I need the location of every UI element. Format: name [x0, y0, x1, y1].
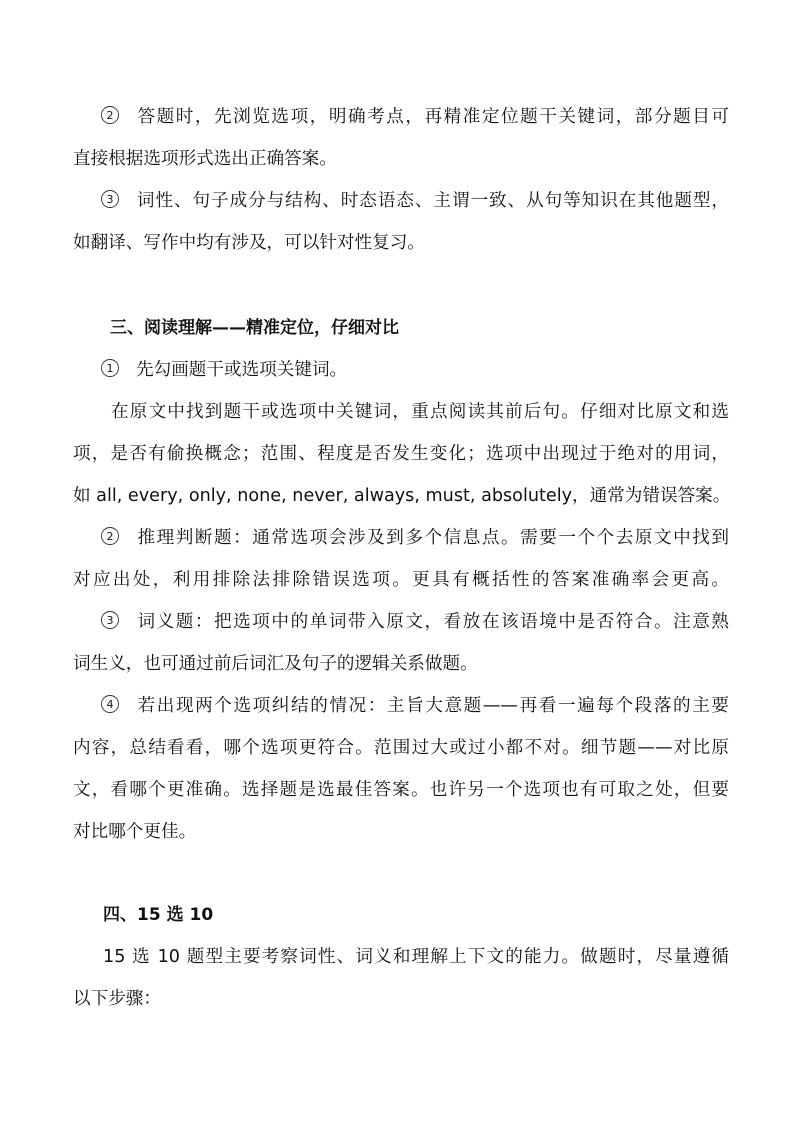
item-text-line: 直接根据选项形式选出正确答案。	[73, 149, 337, 169]
paragraph-line: 15 选 10 题型主要考察词性、词义和理解上下文的能力。做题时，尽量遵循	[103, 947, 729, 967]
item-text-line: 推理判断题：通常选项会涉及到多个信息点。需要一个个去原文中找到	[136, 528, 729, 548]
item-text-line: 对比哪个更佳。	[73, 822, 197, 842]
item-text-line: 若出现两个选项纠结的情况：主旨大意题——再看一遍每个段落的主要	[136, 696, 729, 716]
paragraph-line: 以下步骤：	[73, 989, 161, 1009]
paragraph-line: 如 all, every, only, none, never, always, must, absolutely，通常为错误答案。	[73, 486, 731, 506]
item-text-line: 答题时，先浏览选项，明确考点，再精准定位题干关键词，部分题目可	[136, 107, 729, 127]
section3-paragraph	[73, 391, 729, 517]
paragraph-line: 在原文中找到题干或选项中关键词，重点阅读其前后句。仔细对比原文和选	[111, 402, 729, 422]
section3-item-3	[73, 601, 729, 685]
marker-number: 2	[106, 109, 114, 122]
item-text-line: 如翻译、写作中均有涉及，可以针对性复习。	[73, 233, 425, 253]
circled-number-1-icon	[100, 358, 120, 378]
marker-number: 4	[106, 698, 114, 711]
section2-item-2	[73, 96, 729, 180]
marker-number: 3	[106, 193, 114, 206]
circled-number-3-icon	[100, 189, 120, 209]
marker-number: 2	[106, 530, 114, 543]
paragraph-line: 项，是否有偷换概念；范围、程度是否发生变化；选项中出现过于绝对的用词，	[73, 444, 729, 464]
section3-item-2	[73, 517, 729, 601]
circled-number-2-icon	[100, 105, 120, 125]
circled-number-4-icon	[100, 694, 120, 714]
section3-item-4	[73, 685, 729, 853]
section3-item-1	[73, 349, 729, 391]
section4-heading: 四、15 选 10	[103, 905, 214, 925]
marker-number: 3	[106, 614, 114, 627]
circled-number-3-icon	[100, 610, 120, 630]
item-text-line: 先勾画题干或选项关键词。	[136, 360, 348, 380]
circled-number-2-icon	[100, 526, 120, 546]
item-text-line: 文，看哪个更准确。选择题是选最佳答案。也许另一个选项也有可取之处，但要	[73, 780, 729, 800]
item-text-line: 对应出处，利用排除法排除错误选项。更具有概括性的答案准确率会更高。	[73, 570, 729, 590]
section2-item-3	[73, 180, 729, 264]
item-text-line: 内容，总结看看，哪个选项更符合。范围过大或过小都不对。细节题——对比原	[73, 738, 729, 758]
section4-paragraph	[73, 936, 729, 1020]
section3-heading: 三、阅读理解——精准定位，仔细对比	[110, 318, 399, 338]
item-text-line: 词性、句子成分与结构、时态语态、主谓一致、从句等知识在其他题型，	[136, 191, 729, 211]
marker-number: 1	[106, 362, 114, 375]
item-text-line: 词生义，也可通过前后词汇及句子的逻辑关系做题。	[73, 654, 478, 674]
item-text-line: 词义题：把选项中的单词带入原文，看放在该语境中是否符合。注意熟	[136, 612, 729, 632]
